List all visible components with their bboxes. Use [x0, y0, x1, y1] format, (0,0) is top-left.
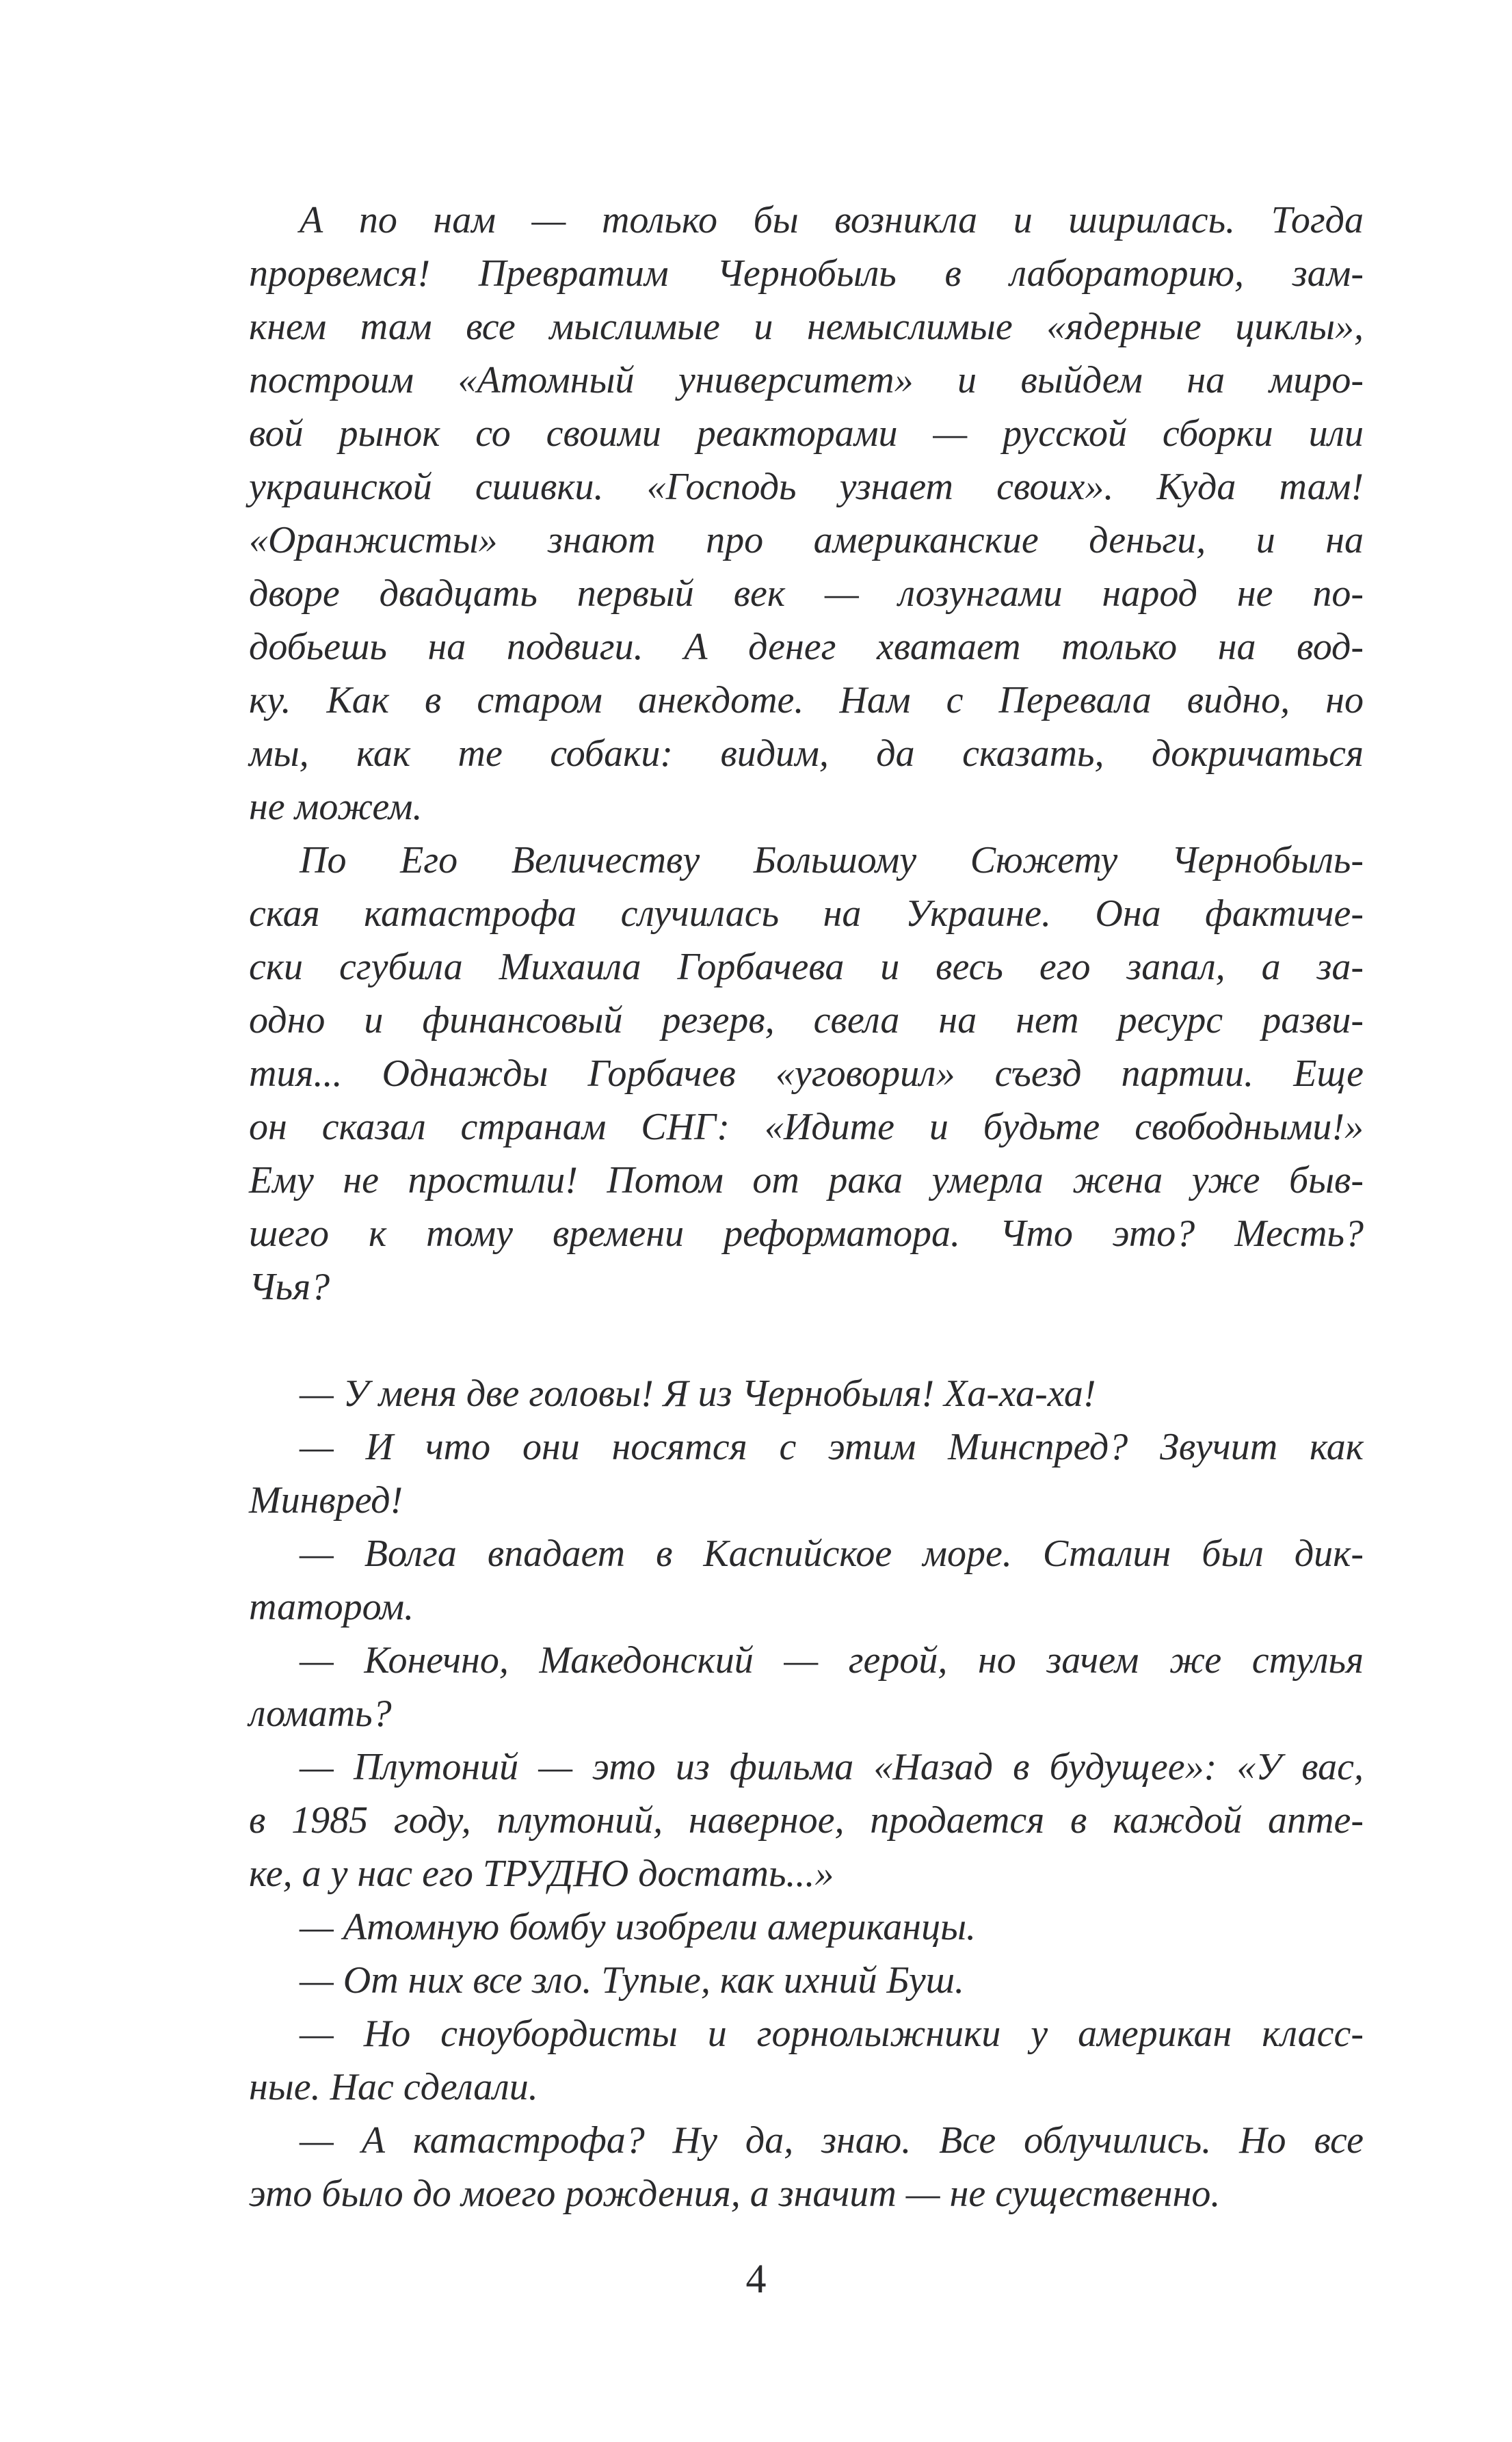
- text-line: По Его Величеству Большому Сюжету Чернобыль-: [300, 839, 1364, 881]
- text-line: ку. Как в старом анекдоте. Нам с Перевала видно, но: [249, 679, 1364, 721]
- text-line: в 1985 году, плутоний, наверное, продается в каждой апте-: [249, 1799, 1364, 1842]
- dialogue-line: [249, 1527, 1364, 1634]
- text-line: дворе двадцать первый век — лозунгами народ не по-: [249, 572, 1364, 615]
- text-line: «Оранжисты» знают про американские деньги, и на: [249, 519, 1364, 561]
- page-number: 4: [745, 2256, 767, 2301]
- dialogue-line: [249, 1420, 1364, 1527]
- dialogue-line: [249, 1740, 1364, 1900]
- text-line: не можем.: [249, 786, 423, 828]
- text-line: — Конечно, Македонский — герой, но зачем же стулья: [300, 1639, 1364, 1682]
- text-line: Чья?: [249, 1266, 330, 1308]
- text-line: — У меня две головы! Я из Чернобыля! Ха-ха-ха!: [300, 1372, 1096, 1415]
- page-body-text: [249, 194, 1364, 2220]
- text-line: украинской сшивки. «Господь узнает своих». Куда там!: [249, 466, 1364, 508]
- text-line: Минвред!: [249, 1479, 403, 1522]
- paragraph: [249, 834, 1364, 1314]
- text-line: — Волга впадает в Каспийское море. Сталин был дик-: [300, 1532, 1364, 1575]
- text-line: одно и финансовый резерв, свела на нет ресурс разви-: [249, 999, 1364, 1041]
- text-line: Ему не простили! Потом от рака умерла жена уже быв-: [249, 1159, 1364, 1202]
- text-line: — От них все зло. Тупые, как ихний Буш.: [300, 1959, 964, 2002]
- dialogue-line: [249, 1367, 1364, 1420]
- dialogue-line: [249, 1634, 1364, 1740]
- text-line: это было до моего рождения, а значит — не существенно.: [249, 2173, 1221, 2215]
- dialogue-line: [249, 2114, 1364, 2220]
- text-line: — И что они носятся с этим Минспред? Звучит как: [300, 1426, 1364, 1468]
- dialogue-line: [249, 1954, 1364, 2007]
- text-line: тия... Однажды Горбачев «уговорил» съезд партии. Еще: [249, 1052, 1364, 1095]
- dialogue-line: [249, 2007, 1364, 2114]
- text-line: ски сгубила Михаила Горбачева и весь его запал, а за-: [249, 946, 1364, 988]
- dialogue-line: [249, 1900, 1364, 1954]
- text-line: — Но сноубордисты и горнолыжники у американ класс-: [300, 2013, 1364, 2055]
- text-line: татором.: [249, 1586, 414, 1628]
- text-line: добьешь на подвиги. А денег хватает только на вод-: [249, 626, 1364, 668]
- text-line: построим «Атомный университет» и выйдем на миро-: [249, 359, 1364, 401]
- text-line: ке, а у нас его ТРУДНО достать...»: [249, 1853, 834, 1895]
- text-line: мы, как те собаки: видим, да сказать, докричаться: [249, 732, 1364, 775]
- text-line: ные. Нас сделали.: [249, 2066, 538, 2108]
- text-line: он сказал странам СНГ: «Идите и будьте свободными!»: [249, 1106, 1364, 1148]
- text-line: шего к тому времени реформатора. Что это? Месть?: [249, 1212, 1364, 1255]
- text-line: ломать?: [249, 1693, 392, 1735]
- text-line: А по нам — только бы возникла и ширилась. Тогда: [300, 199, 1364, 241]
- text-line: ская катастрофа случилась на Украине. Она фактиче-: [249, 892, 1364, 935]
- text-line: — Атомную бомбу изобрели американцы.: [300, 1906, 976, 1948]
- text-line: кнем там все мыслимые и немыслимые «ядерные циклы»,: [249, 306, 1364, 348]
- text-line: — Плутоний — это из фильма «Назад в будущее»: «У вас,: [300, 1746, 1364, 1788]
- paragraph: [249, 194, 1364, 834]
- text-line: — А катастрофа? Ну да, знаю. Все облучились. Но все: [300, 2119, 1364, 2162]
- text-line: вой рынок со своими реакторами — русской сборки или: [249, 412, 1364, 455]
- text-line: прорвемся! Превратим Чернобыль в лабораторию, зам-: [249, 252, 1364, 295]
